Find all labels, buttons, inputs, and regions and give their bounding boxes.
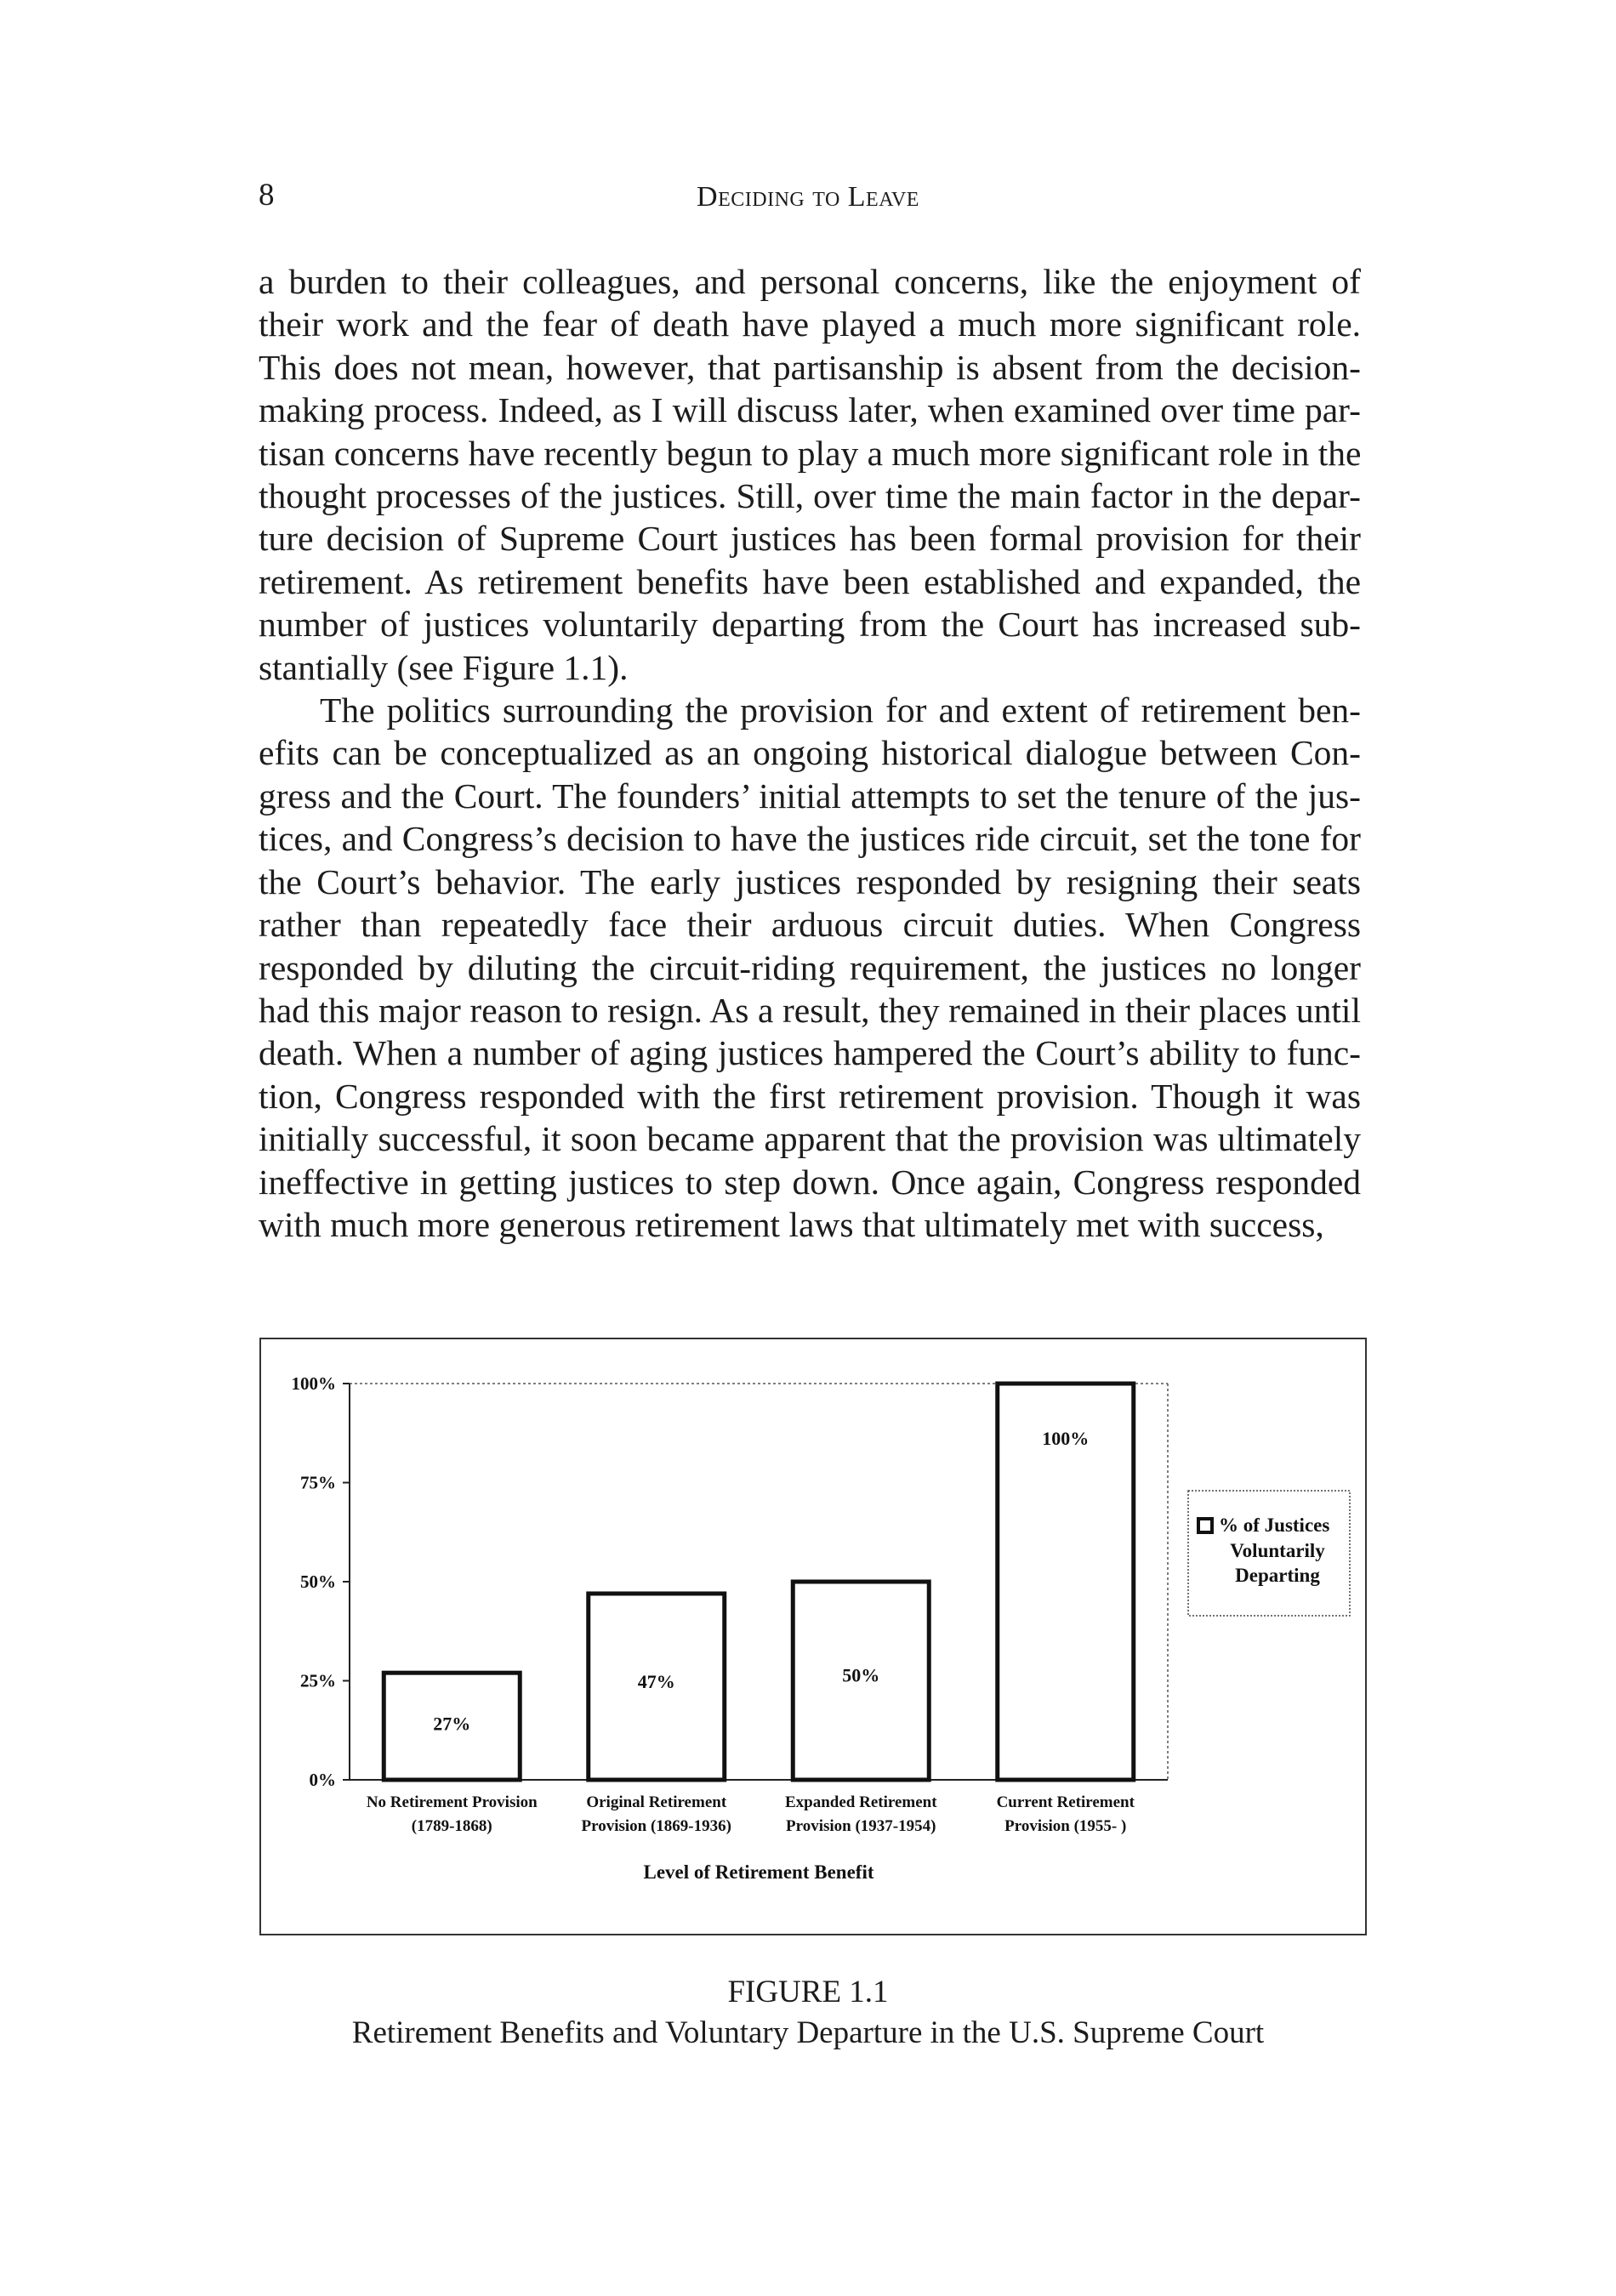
figure-caption: Retirement Benefits and Voluntary Departure in the U.S. Supreme Court — [351, 2015, 1265, 2050]
y-tick-label: 0% — [309, 1770, 336, 1790]
x-tick-label: Provision (1937-1954) — [786, 1817, 936, 1835]
x-tick-label: Expanded Retirement — [784, 1793, 937, 1811]
text-line: gress and the Court. The founders’ initial attempts to set the tenure of the jus- — [259, 776, 1361, 816]
text-line: efits can be conceptualized as an ongoing historical dialogue between Con- — [259, 733, 1361, 773]
figure-frame — [259, 1338, 1367, 1935]
text-line: responded by diluting the circuit-riding requirement, the justices no longer — [259, 947, 1361, 987]
text-line: retirement. As retirement benefits have been established and expanded, the — [259, 561, 1361, 601]
x-axis-title: Level of Retirement Benefit — [643, 1861, 874, 1883]
text-line: the Court’s behavior. The early justices responded by resigning their seats — [259, 861, 1361, 901]
x-tick-label: Provision (1869-1936) — [581, 1817, 731, 1835]
data-label: 47% — [637, 1670, 675, 1692]
x-tick-label: Provision (1955- ) — [1004, 1817, 1127, 1835]
x-tick-label: Current Retirement — [996, 1793, 1135, 1811]
text-line: death. When a number of aging justices hampered the Court’s ability to func- — [259, 1033, 1361, 1073]
x-tick-label: Original Retirement — [586, 1793, 727, 1811]
text-line: a burden to their colleagues, and personal concerns, like the enjoyment of — [259, 262, 1361, 301]
text-line: their work and the fear of death have played a much more significant role. — [259, 304, 1361, 344]
data-label: 100% — [1042, 1428, 1090, 1449]
text-line: tices, and Congress’s decision to have the justices ride circuit, set the tone for — [259, 819, 1361, 859]
text-line: stantially (see Figure 1.1). — [259, 647, 629, 687]
legend-label: Departing — [1235, 1565, 1320, 1586]
legend-label: Voluntarily — [1230, 1540, 1325, 1561]
text-line: thought processes of the justices. Still, over time the main factor in the depar- — [259, 476, 1361, 516]
legend-swatch — [1198, 1519, 1212, 1532]
text-line: number of justices voluntarily departing from the Court has increased sub- — [259, 605, 1361, 645]
running-head: Deciding to Leave — [697, 181, 919, 213]
page-number: 8 — [259, 178, 275, 213]
body-text — [259, 260, 1361, 1246]
x-tick-label: No Retirement Provision — [366, 1793, 538, 1811]
text-line: with much more generous retirement laws that ultimately met with success, — [259, 1204, 1324, 1244]
text-line: rather than repeatedly face their arduous circuit duties. When Congress — [259, 905, 1361, 945]
text-line: initially successful, it soon became apparent that the provision was ultimately — [259, 1119, 1361, 1159]
text-line: tisan concerns have recently begun to play a much more significant role in the — [259, 433, 1362, 473]
y-tick-label: 25% — [300, 1670, 336, 1691]
text-line: tion, Congress responded with the first retirement provision. Though it was — [259, 1076, 1361, 1116]
text-line: had this major reason to resign. As a result, they remained in their places until — [259, 990, 1361, 1030]
x-tick-label: (1789-1868) — [411, 1817, 492, 1835]
text-line: ineffective in getting justices to step down. Once again, Congress responded — [259, 1162, 1361, 1202]
data-label: 27% — [433, 1713, 471, 1735]
text-line: making process. Indeed, as I will discuss later, when examined over time par- — [259, 390, 1361, 430]
legend-label: % of Justices — [1219, 1515, 1330, 1536]
text-line: ture decision of Supreme Court justices has been formal provision for their — [259, 519, 1361, 559]
bar-chart — [261, 1339, 1365, 1934]
text-line: This does not mean, however, that partisanship is absent from the decision- — [259, 347, 1361, 387]
y-tick-label: 100% — [291, 1373, 336, 1394]
y-tick-label: 75% — [300, 1472, 336, 1493]
y-tick-label: 50% — [300, 1571, 336, 1592]
text-line: The politics surrounding the provision for and extent of retirement ben- — [320, 691, 1361, 730]
data-label: 50% — [842, 1664, 880, 1686]
figure-label: FIGURE 1.1 — [727, 1975, 889, 2009]
